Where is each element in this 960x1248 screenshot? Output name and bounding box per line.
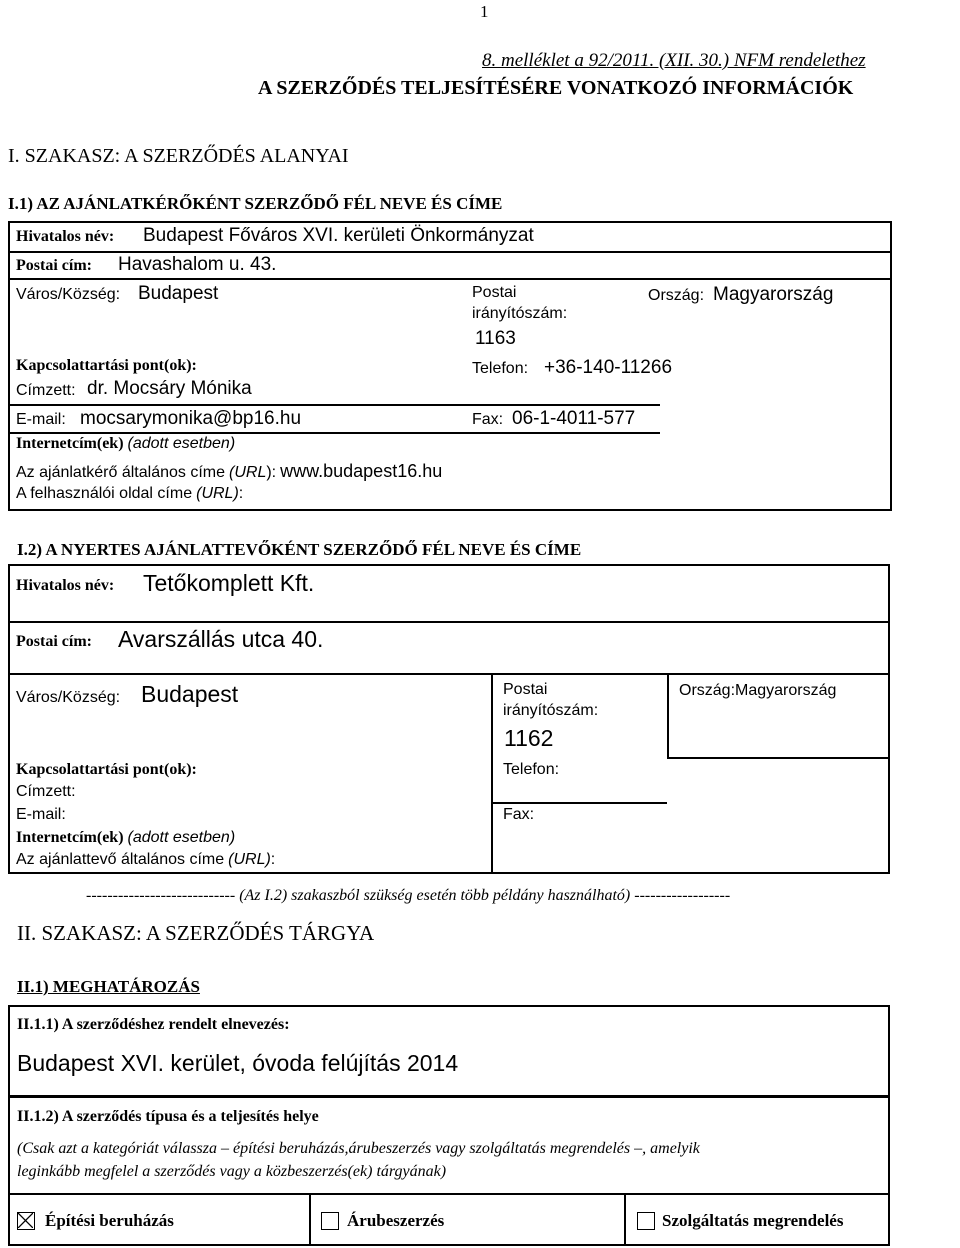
winner-official-name-label: Hivatalos név: (16, 577, 115, 594)
winner-email-label: E-mail: (16, 806, 66, 823)
winner-phone-label: Telefon: (503, 761, 560, 778)
winner-url-colon: : (270, 851, 276, 868)
winner-internet-label-text: Internetcím(ek) (16, 829, 124, 846)
contract-name-value: Budapest XVI. kerület, óvoda felújítás 2014 (17, 1050, 459, 1076)
section-2-heading: II. SZAKASZ: A SZERZŐDÉS TÁRGYA (17, 921, 375, 945)
winner-postal-address-value: Avarszállás utca 40. (118, 626, 324, 652)
subsection-1-1-heading: I.1) AZ AJÁNLATKÉRŐKÉNT SZERZŐDŐ FÉL NEVE ÉS CÍME (8, 194, 503, 213)
winner-internet-label (16, 829, 235, 847)
winner-city-label: Város/Község: (16, 689, 121, 706)
winner-fax-label: Fax: (503, 806, 535, 823)
country-value: Magyarország (713, 284, 834, 305)
url-close: ): (266, 464, 277, 481)
repeat-note-text: (Az I.2) szakaszból szükség esetén több példány használható) (239, 887, 631, 904)
official-name-label: Hivatalos név: (16, 228, 115, 245)
construction-option-label: Építési beruházás (45, 1211, 174, 1230)
postal-address-label: Postai cím: (16, 257, 92, 274)
postal-code-value: 1163 (475, 328, 516, 349)
winner-postal-code-value: 1162 (504, 725, 554, 751)
email-value: mocsarymonika@bp16.hu (80, 408, 302, 429)
winner-internet-label-note: (adott esetben) (127, 829, 236, 846)
fax-label: Fax: (472, 411, 504, 428)
column-divider (667, 673, 669, 759)
addressee-value: dr. Mocsáry Mónika (87, 378, 252, 399)
service-option-label: Szolgáltatás megrendelés (662, 1211, 844, 1230)
postal-code-label-2: irányítószám: (472, 305, 568, 322)
addressee-label: Címzett: (16, 382, 76, 399)
user-url-tag: (URL) (196, 485, 239, 502)
winner-general-url-row (16, 851, 275, 869)
user-url-colon: : (238, 485, 244, 502)
construction-checkbox[interactable] (17, 1212, 35, 1230)
official-name-value: Budapest Főváros XVI. kerületi Önkormányzat (143, 225, 534, 246)
row-divider (8, 673, 890, 675)
city-label: Város/Község: (16, 286, 121, 303)
postal-code-label: Postai (472, 284, 517, 301)
row-divider (667, 757, 890, 759)
winner-postal-address-label: Postai cím: (16, 633, 92, 650)
winner-country: Ország:Magyarország (679, 682, 837, 699)
email-label: E-mail: (16, 411, 66, 428)
repeat-note (86, 887, 730, 905)
winner-city-value: Budapest (141, 681, 239, 707)
city-value: Budapest (138, 283, 219, 304)
winner-url-tag: (URL) (228, 851, 271, 868)
supply-checkbox[interactable] (321, 1212, 339, 1230)
internet-label-text: Internetcím(ek) (16, 435, 124, 452)
row-divider (8, 621, 890, 623)
winner-addressee-label: Címzett: (16, 783, 76, 800)
column-divider (491, 673, 493, 874)
user-url-label: A felhasználói oldal címe (16, 485, 193, 502)
internet-label (16, 435, 235, 453)
row-divider (8, 404, 660, 406)
column-divider (624, 1193, 626, 1246)
postal-address-value: Havashalom u. 43. (118, 254, 277, 275)
row-divider (491, 802, 667, 804)
row-divider (8, 1193, 890, 1195)
winner-contact-points-label: Kapcsolattartási pont(ok): (16, 761, 197, 778)
contract-type-note-line1: (Csak azt a kategóriát válassza – építési beruházás,árubeszerzés vagy szolgáltatás megrendelés –, amelyik (17, 1140, 700, 1157)
section-1-heading: I. SZAKASZ: A SZERZŐDÉS ALANYAI (8, 145, 349, 167)
general-url-row (16, 461, 442, 482)
winner-general-url-label: Az ajánlattevő általános címe (16, 851, 225, 868)
phone-label: Telefon: (472, 360, 529, 377)
contract-type-heading: II.1.2) A szerződés típusa és a teljesítés helye (17, 1108, 319, 1125)
supply-option-label: Árubeszerzés (347, 1211, 445, 1230)
winner-postal-code-label: Postai (503, 681, 548, 698)
document-title: A SZERZŐDÉS TELJESÍTÉSÉRE VONATKOZÓ INFORMÁCIÓK (258, 77, 854, 99)
url-tag: (URL (229, 464, 267, 481)
contact-points-label: Kapcsolattartási pont(ok): (16, 357, 197, 374)
row-divider (8, 432, 660, 434)
general-url-value: www.budapest16.hu (280, 461, 443, 481)
winner-official-name-value: Tetőkomplett Kft. (143, 570, 315, 596)
country-label: Ország: (648, 287, 705, 304)
column-divider (309, 1193, 311, 1246)
contract-type-note-line2: leginkább megfelel a szerződés vagy a közbeszerzés(ek) tárgyának) (17, 1163, 447, 1180)
checkmark-x-icon (18, 1213, 33, 1228)
phone-value: +36-140-11266 (544, 357, 673, 378)
repeat-note-dashes-right: ------------------ (634, 887, 731, 904)
row-divider (8, 251, 892, 253)
row-divider (8, 278, 892, 280)
service-checkbox[interactable] (637, 1212, 655, 1230)
winner-postal-code-label-2: irányítószám: (503, 702, 599, 719)
annex-reference: 8. melléklet a 92/2011. (XII. 30.) NFM rendelethez (482, 50, 866, 71)
subsection-2-1-heading: II.1) MEGHATÁROZÁS (17, 977, 200, 996)
internet-label-note: (adott esetben) (127, 435, 236, 452)
page-number: 1 (480, 2, 489, 21)
repeat-note-dashes-left: ---------------------------- (86, 887, 236, 904)
winning-bidder-box (8, 564, 890, 874)
contract-name-heading: II.1.1) A szerződéshez rendelt elnevezés: (17, 1016, 290, 1033)
fax-value: 06-1-4011-577 (512, 408, 636, 429)
user-url-row (16, 485, 243, 503)
subsection-1-2-heading: I.2) A NYERTES AJÁNLATTEVŐKÉNT SZERZŐDŐ FÉL NEVE ÉS CÍME (17, 540, 582, 559)
general-url-label: Az ajánlatkérő általános címe (16, 464, 225, 481)
